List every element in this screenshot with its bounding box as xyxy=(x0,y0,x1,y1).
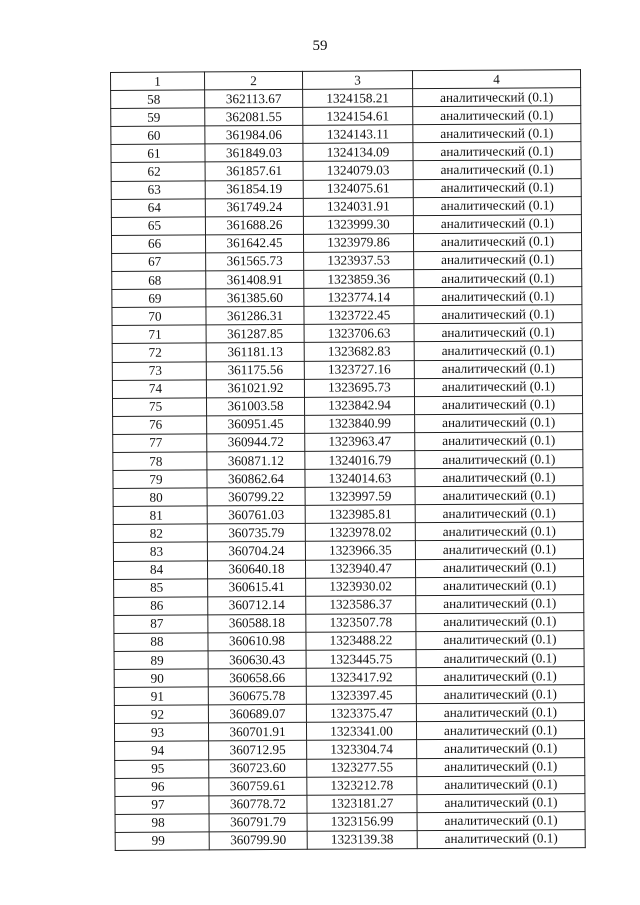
y-coordinate-cell: 1324143.11 xyxy=(303,125,413,144)
y-coordinate-cell: 1323930.02 xyxy=(306,577,416,596)
point-number-cell: 96 xyxy=(115,778,209,797)
y-coordinate-cell: 1323341.00 xyxy=(306,722,416,741)
x-coordinate-cell: 362113.67 xyxy=(205,89,303,108)
x-coordinate-cell: 361175.56 xyxy=(206,361,304,380)
y-coordinate-cell: 1323978.02 xyxy=(305,523,415,542)
method-cell: аналитический (0.1) xyxy=(413,106,581,125)
method-cell: аналитический (0.1) xyxy=(417,793,585,812)
y-coordinate-cell: 1323277.55 xyxy=(307,758,417,777)
x-coordinate-cell: 360735.79 xyxy=(207,524,305,543)
method-cell: аналитический (0.1) xyxy=(416,649,584,668)
x-coordinate-cell: 361854.19 xyxy=(205,180,303,199)
method-cell: аналитический (0.1) xyxy=(416,685,584,704)
point-number-cell: 97 xyxy=(115,796,209,815)
method-cell: аналитический (0.1) xyxy=(415,540,583,559)
method-cell: аналитический (0.1) xyxy=(415,413,583,432)
point-number-cell: 63 xyxy=(111,180,205,199)
method-cell: аналитический (0.1) xyxy=(413,142,581,161)
x-coordinate-cell: 361287.85 xyxy=(206,325,304,344)
method-cell: аналитический (0.1) xyxy=(415,450,583,469)
y-coordinate-cell: 1323840.99 xyxy=(305,414,415,433)
x-coordinate-cell: 360610.98 xyxy=(208,632,306,651)
y-coordinate-cell: 1324158.21 xyxy=(303,89,413,108)
y-coordinate-cell: 1324016.79 xyxy=(305,451,415,470)
method-cell: аналитический (0.1) xyxy=(413,124,581,143)
method-cell: аналитический (0.1) xyxy=(416,721,584,740)
y-coordinate-cell: 1323397.45 xyxy=(306,686,416,705)
x-coordinate-cell: 360689.07 xyxy=(208,705,306,724)
method-cell: аналитический (0.1) xyxy=(416,612,584,631)
x-coordinate-cell: 362081.55 xyxy=(205,108,303,127)
table-body xyxy=(111,88,586,851)
x-coordinate-cell: 360701.91 xyxy=(208,723,306,742)
point-number-cell: 78 xyxy=(113,452,207,471)
x-coordinate-cell: 360791.79 xyxy=(209,813,307,832)
x-coordinate-cell: 360799.22 xyxy=(207,487,305,506)
y-coordinate-cell: 1324075.61 xyxy=(303,179,413,198)
point-number-cell: 84 xyxy=(113,560,207,579)
point-number-cell: 98 xyxy=(115,814,209,833)
point-number-cell: 67 xyxy=(112,253,206,272)
y-coordinate-cell: 1324079.03 xyxy=(303,161,413,180)
point-number-cell: 75 xyxy=(112,398,206,417)
x-coordinate-cell: 360761.03 xyxy=(207,506,305,525)
point-number-cell: 79 xyxy=(113,470,207,489)
y-coordinate-cell: 1323979.86 xyxy=(303,233,413,252)
method-cell: аналитический (0.1) xyxy=(417,739,585,758)
method-cell: аналитический (0.1) xyxy=(414,323,582,342)
method-cell: аналитический (0.1) xyxy=(417,830,585,849)
point-number-cell: 70 xyxy=(112,307,206,326)
x-coordinate-cell: 360630.43 xyxy=(208,650,306,669)
table-row xyxy=(115,830,585,851)
method-cell: аналитический (0.1) xyxy=(415,522,583,541)
y-coordinate-cell: 1323985.81 xyxy=(305,505,415,524)
x-coordinate-cell: 361021.92 xyxy=(206,379,304,398)
x-coordinate-cell: 360944.72 xyxy=(207,433,305,452)
x-coordinate-cell: 360723.60 xyxy=(209,759,307,778)
x-coordinate-cell: 361565.73 xyxy=(206,252,304,271)
y-coordinate-cell: 1324154.61 xyxy=(303,107,413,126)
y-coordinate-cell: 1324134.09 xyxy=(303,143,413,162)
x-coordinate-cell: 360640.18 xyxy=(207,560,305,579)
point-number-cell: 62 xyxy=(111,162,205,181)
y-coordinate-cell: 1323940.47 xyxy=(305,559,415,578)
x-coordinate-cell: 360862.64 xyxy=(207,469,305,488)
method-cell: аналитический (0.1) xyxy=(414,377,582,396)
method-cell: аналитический (0.1) xyxy=(414,287,582,306)
point-number-cell: 81 xyxy=(113,506,207,525)
point-number-cell: 85 xyxy=(114,579,208,598)
x-coordinate-cell: 360704.24 xyxy=(207,542,305,561)
point-number-cell: 99 xyxy=(115,832,209,851)
y-coordinate-cell: 1323445.75 xyxy=(306,650,416,669)
y-coordinate-cell: 1323212.78 xyxy=(307,776,417,795)
method-cell: аналитический (0.1) xyxy=(413,88,581,107)
y-coordinate-cell: 1323682.83 xyxy=(304,342,414,361)
x-coordinate-cell: 361642.45 xyxy=(205,234,303,253)
point-number-cell: 64 xyxy=(111,199,205,218)
x-coordinate-cell: 360778.72 xyxy=(209,795,307,814)
method-cell: аналитический (0.1) xyxy=(414,305,582,324)
method-cell: аналитический (0.1) xyxy=(414,269,582,288)
column-header: 2 xyxy=(205,71,303,90)
column-header: 4 xyxy=(412,70,580,89)
point-number-cell: 82 xyxy=(113,524,207,543)
method-cell: аналитический (0.1) xyxy=(415,486,583,505)
coordinates-table xyxy=(110,69,586,851)
y-coordinate-cell: 1323963.47 xyxy=(305,433,415,452)
x-coordinate-cell: 361849.03 xyxy=(205,144,303,163)
y-coordinate-cell: 1323488.22 xyxy=(306,632,416,651)
x-coordinate-cell: 361003.58 xyxy=(206,397,304,416)
point-number-cell: 74 xyxy=(112,380,206,399)
point-number-cell: 59 xyxy=(111,108,205,127)
method-cell: аналитический (0.1) xyxy=(417,757,585,776)
y-coordinate-cell: 1323181.27 xyxy=(307,794,417,813)
x-coordinate-cell: 360712.95 xyxy=(209,741,307,760)
point-number-cell: 73 xyxy=(112,361,206,380)
x-coordinate-cell: 360615.41 xyxy=(208,578,306,597)
y-coordinate-cell: 1323859.36 xyxy=(304,270,414,289)
point-number-cell: 87 xyxy=(114,615,208,634)
method-cell: аналитический (0.1) xyxy=(416,576,584,595)
y-coordinate-cell: 1324031.91 xyxy=(303,197,413,216)
method-cell: аналитический (0.1) xyxy=(417,775,585,794)
point-number-cell: 83 xyxy=(113,542,207,561)
point-number-cell: 71 xyxy=(112,325,206,344)
x-coordinate-cell: 361408.91 xyxy=(206,270,304,289)
method-cell: аналитический (0.1) xyxy=(416,703,584,722)
method-cell: аналитический (0.1) xyxy=(413,196,581,215)
x-coordinate-cell: 360799.90 xyxy=(209,831,307,850)
point-number-cell: 89 xyxy=(114,651,208,670)
method-cell: аналитический (0.1) xyxy=(415,504,583,523)
y-coordinate-cell: 1323727.16 xyxy=(304,360,414,379)
method-cell: аналитический (0.1) xyxy=(415,558,583,577)
page-number: 59 xyxy=(312,38,328,54)
column-header: 3 xyxy=(302,71,412,90)
y-coordinate-cell: 1323966.35 xyxy=(305,541,415,560)
y-coordinate-cell: 1323842.94 xyxy=(304,396,414,415)
point-number-cell: 72 xyxy=(112,343,206,362)
x-coordinate-cell: 360712.14 xyxy=(208,596,306,615)
column-header: 1 xyxy=(111,72,205,91)
x-coordinate-cell: 360588.18 xyxy=(208,614,306,633)
point-number-cell: 76 xyxy=(113,416,207,435)
method-cell: аналитический (0.1) xyxy=(417,811,585,830)
y-coordinate-cell: 1323375.47 xyxy=(306,704,416,723)
y-coordinate-cell: 1323417.92 xyxy=(306,668,416,687)
point-number-cell: 69 xyxy=(112,289,206,308)
method-cell: аналитический (0.1) xyxy=(414,341,582,360)
point-number-cell: 66 xyxy=(111,235,205,254)
method-cell: аналитический (0.1) xyxy=(415,468,583,487)
x-coordinate-cell: 361181.13 xyxy=(206,343,304,362)
point-number-cell: 60 xyxy=(111,126,205,145)
point-number-cell: 94 xyxy=(115,741,209,760)
point-number-cell: 86 xyxy=(114,597,208,616)
y-coordinate-cell: 1323139.38 xyxy=(307,831,417,850)
method-cell: аналитический (0.1) xyxy=(415,431,583,450)
x-coordinate-cell: 361857.61 xyxy=(205,162,303,181)
y-coordinate-cell: 1323304.74 xyxy=(307,740,417,759)
point-number-cell: 68 xyxy=(112,271,206,290)
coordinates-table-container xyxy=(110,69,585,851)
x-coordinate-cell: 361286.31 xyxy=(206,307,304,326)
x-coordinate-cell: 360658.66 xyxy=(208,668,306,687)
method-cell: аналитический (0.1) xyxy=(413,232,581,251)
y-coordinate-cell: 1323722.45 xyxy=(304,306,414,325)
y-coordinate-cell: 1323997.59 xyxy=(305,487,415,506)
point-number-cell: 58 xyxy=(111,90,205,109)
y-coordinate-cell: 1323156.99 xyxy=(307,812,417,831)
point-number-cell: 92 xyxy=(114,705,208,724)
point-number-cell: 61 xyxy=(111,144,205,163)
y-coordinate-cell: 1323507.78 xyxy=(306,613,416,632)
method-cell: аналитический (0.1) xyxy=(413,160,581,179)
x-coordinate-cell: 360871.12 xyxy=(207,451,305,470)
point-number-cell: 80 xyxy=(113,488,207,507)
y-coordinate-cell: 1323774.14 xyxy=(304,288,414,307)
method-cell: аналитический (0.1) xyxy=(416,667,584,686)
y-coordinate-cell: 1323937.53 xyxy=(304,252,414,271)
point-number-cell: 77 xyxy=(113,434,207,453)
x-coordinate-cell: 361385.60 xyxy=(206,288,304,307)
y-coordinate-cell: 1323586.37 xyxy=(306,595,416,614)
x-coordinate-cell: 360759.61 xyxy=(209,777,307,796)
x-coordinate-cell: 360675.78 xyxy=(208,687,306,706)
x-coordinate-cell: 361688.26 xyxy=(205,216,303,235)
method-cell: аналитический (0.1) xyxy=(414,251,582,270)
y-coordinate-cell: 1323695.73 xyxy=(304,378,414,397)
point-number-cell: 90 xyxy=(114,669,208,688)
method-cell: аналитический (0.1) xyxy=(413,178,581,197)
method-cell: аналитический (0.1) xyxy=(413,214,581,233)
point-number-cell: 91 xyxy=(114,687,208,706)
point-number-cell: 95 xyxy=(115,759,209,778)
point-number-cell: 88 xyxy=(114,633,208,652)
x-coordinate-cell: 361749.24 xyxy=(205,198,303,217)
point-number-cell: 93 xyxy=(114,723,208,742)
method-cell: аналитический (0.1) xyxy=(416,594,584,613)
method-cell: аналитический (0.1) xyxy=(414,359,582,378)
method-cell: аналитический (0.1) xyxy=(414,395,582,414)
y-coordinate-cell: 1323999.30 xyxy=(303,215,413,234)
y-coordinate-cell: 1323706.63 xyxy=(304,324,414,343)
method-cell: аналитический (0.1) xyxy=(416,631,584,650)
x-coordinate-cell: 361984.06 xyxy=(205,126,303,145)
y-coordinate-cell: 1324014.63 xyxy=(305,469,415,488)
point-number-cell: 65 xyxy=(111,217,205,236)
x-coordinate-cell: 360951.45 xyxy=(207,415,305,434)
